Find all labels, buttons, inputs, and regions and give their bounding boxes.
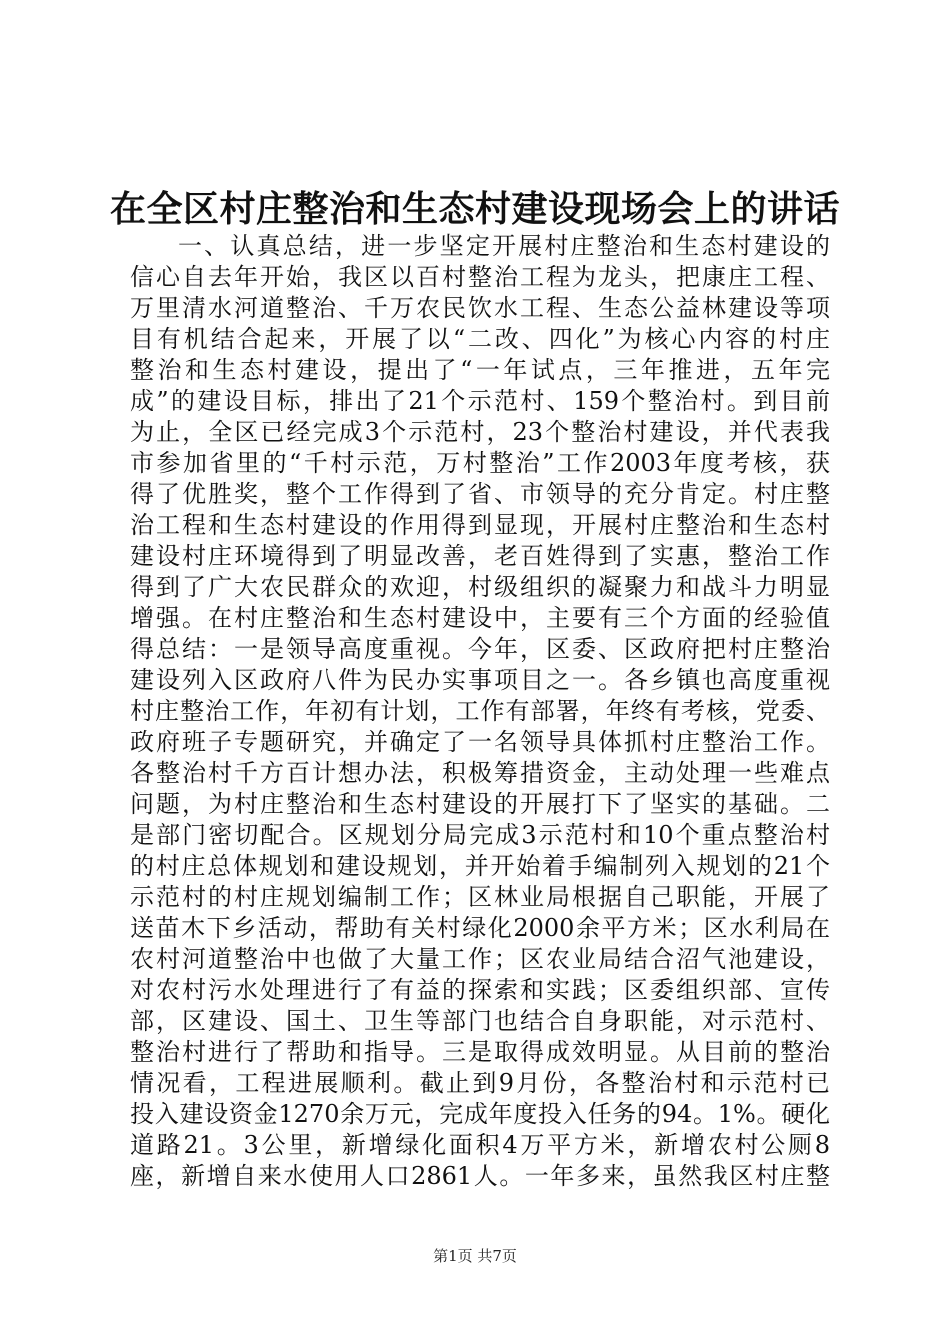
body-line: 信心自去年开始，我区以百村整治工程为龙头，把康庄工程、 <box>130 263 830 291</box>
body-line: 治工程和生态村建设的作用得到显现，开展村庄整治和生态村 <box>130 511 830 539</box>
body-line: 整治村进行了帮助和指导。三是取得成效明显。从目前的整治 <box>130 1038 830 1066</box>
body-line: 的村庄总体规划和建设规划，并开始着手编制列入规划的21个 <box>130 852 830 880</box>
body-line: 市参加省里的“千村示范，万村整治”工作2003年度考核，获 <box>130 449 830 477</box>
body-line: 一、认真总结，进一步坚定开展村庄整治和生态村建设的 <box>178 232 830 260</box>
page-indicator: 第1页 共7页 <box>433 1247 517 1265</box>
body-line: 得总结：一是领导高度重视。今年，区委、区政府把村庄整治 <box>130 635 830 663</box>
body-line: 道路21。3公里，新增绿化面积4万平方米，新增农村公厕8 <box>130 1131 830 1159</box>
document-title: 在全区村庄整治和生态村建设现场会上的讲话 <box>109 188 840 230</box>
page-footer <box>0 1246 950 1266</box>
document-body <box>130 231 830 1192</box>
body-line: 建设列入区政府八件为民办实事项目之一。各乡镇也高度重视 <box>130 666 830 694</box>
body-line: 成”的建设目标，排出了21个示范村、159个整治村。到目前 <box>130 387 830 415</box>
body-line: 送苗木下乡活动，帮助有关村绿化2000余平方米；区水利局在 <box>130 914 830 942</box>
body-line: 是部门密切配合。区规划分局完成3示范村和10个重点整治村 <box>130 821 830 849</box>
body-line: 投入建设资金1270余万元，完成年度投入任务的94。1%。硬化 <box>130 1100 830 1128</box>
body-line: 整治和生态村建设，提出了“一年试点，三年推进，五年完 <box>130 356 830 384</box>
body-line: 农村河道整治中也做了大量工作；区农业局结合沼气池建设， <box>130 945 830 973</box>
body-line: 为止，全区已经完成3个示范村，23个整治村建设，并代表我 <box>130 418 830 446</box>
body-line: 部，区建设、国土、卫生等部门也结合自身职能，对示范村、 <box>130 1007 830 1035</box>
body-line: 情况看，工程进展顺利。截止到9月份，各整治村和示范村已 <box>130 1069 830 1097</box>
body-line: 目有机结合起来，开展了以“二改、四化”为核心内容的村庄 <box>130 325 830 353</box>
body-line: 各整治村千方百计想办法，积极筹措资金，主动处理一些难点 <box>130 759 830 787</box>
body-line: 对农村污水处理进行了有益的探索和实践；区委组织部、宣传 <box>130 976 830 1004</box>
body-line: 得了优胜奖，整个工作得到了省、市领导的充分肯定。村庄整 <box>130 480 830 508</box>
body-line: 政府班子专题研究，并确定了一名领导具体抓村庄整治工作。 <box>130 728 830 756</box>
body-line: 问题，为村庄整治和生态村建设的开展打下了坚实的基础。二 <box>130 790 830 818</box>
body-line: 村庄整治工作，年初有计划，工作有部署，年终有考核，党委、 <box>130 697 830 725</box>
body-line: 得到了广大农民群众的欢迎，村级组织的凝聚力和战斗力明显 <box>130 573 830 601</box>
body-line: 座，新增自来水使用人口2861人。一年多来，虽然我区村庄整 <box>130 1162 830 1190</box>
body-line: 建设村庄环境得到了明显改善，老百姓得到了实惠，整治工作 <box>130 542 830 570</box>
body-line: 增强。在村庄整治和生态村建设中，主要有三个方面的经验值 <box>130 604 830 632</box>
body-line: 示范村的村庄规划编制工作；区林业局根据自己职能，开展了 <box>130 883 830 911</box>
body-line: 万里清水河道整治、千万农民饮水工程、生态公益林建设等项 <box>130 294 830 322</box>
